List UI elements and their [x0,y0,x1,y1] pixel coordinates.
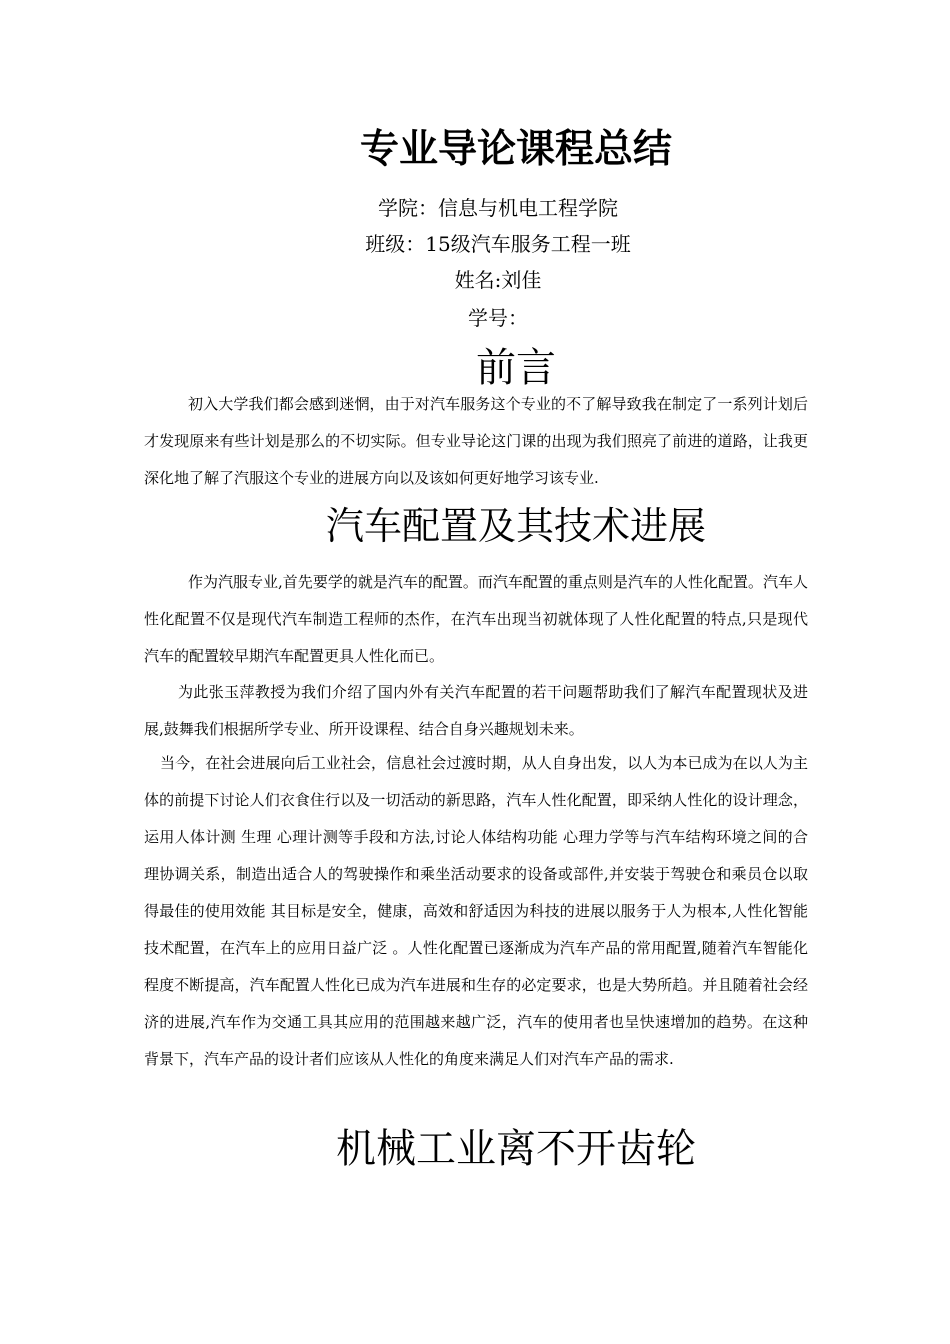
car-config-paragraph-1: 作为汽服专业,首先要学的就是汽车的配置。而汽车配置的重点则是汽车的人性化配置。汽车人性化配置不仅是现代汽车制造工程师的杰作，在汽车出现当初就体现了人性化配置的特点,只是现代汽车的配置较早期汽车配置更具人性化而已。 [144,573,808,665]
gear-heading: 机械工业离不开齿轮 [336,1126,696,1172]
car-config-heading: 汽车配置及其技术进展 [325,504,706,548]
preface-heading: 前言 [476,345,556,391]
name-line: 姓名:刘佳 [454,268,542,292]
class-line: 班级：15级汽车服务工程一班 [365,232,631,256]
car-config-paragraph-2: 为此张玉萍教授为我们介绍了国内外有关汽车配置的若干问题帮助我们了解汽车配置现状及进展,鼓舞我们根据所学专业、所开设课程、结合自身兴趣规划未来。 [144,683,808,738]
car-config-paragraph-3: 当今，在社会进展向后工业社会，信息社会过渡时期，从人自身出发，以人为本已成为在以人为主体的前提下讨论人们衣食住行以及一切活动的新思路，汽车人性化配置，即采纳人性化的设计理念，运用人体计测 生理 心理计测等手段和方法,讨论人体结构功能 心理力学等与汽车结构环境之间的合理协调关系，制造出适合人的驾驶操作和乘坐活动要求的设备或部件,并安装于驾驶仓和乘员仓以取得最佳的使用效能 其目标是安全，健康，高效和舒适因为科技的进展以服务于人为根本,人性化智能技术配置，在汽车上的应用日益广泛 。人性化配置已逐渐成为汽车产品的常用配置,随着汽车智能化程度不断提高，汽车配置人性化已成为汽车进展和生存的必定要求，也是大势所趋。并且随着社会经济的进展,汽车作为交通工具其应用的范围越来越广泛，汽车的使用者也呈快速增加的趋势。在这种背景下，汽车产品的设计者们应该从人性化的角度来满足人们对汽车产品的需求. [144,754,808,1068]
preface-paragraph: 初入大学我们都会感到迷惘，由于对汽车服务这个专业的不了解导致我在制定了一系列计划后才发现原来有些计划是那么的不切实际。但专业导论这门课的出现为我们照亮了前进的道路，让我更深化地了解了汽服这个专业的进展方向以及该如何更好地学习该专业. [144,395,808,487]
document-title: 专业导论课程总结 [359,127,672,172]
student-id-line: 学号： [468,306,528,330]
college-line: 学院：信息与机电工程学院 [378,196,618,220]
